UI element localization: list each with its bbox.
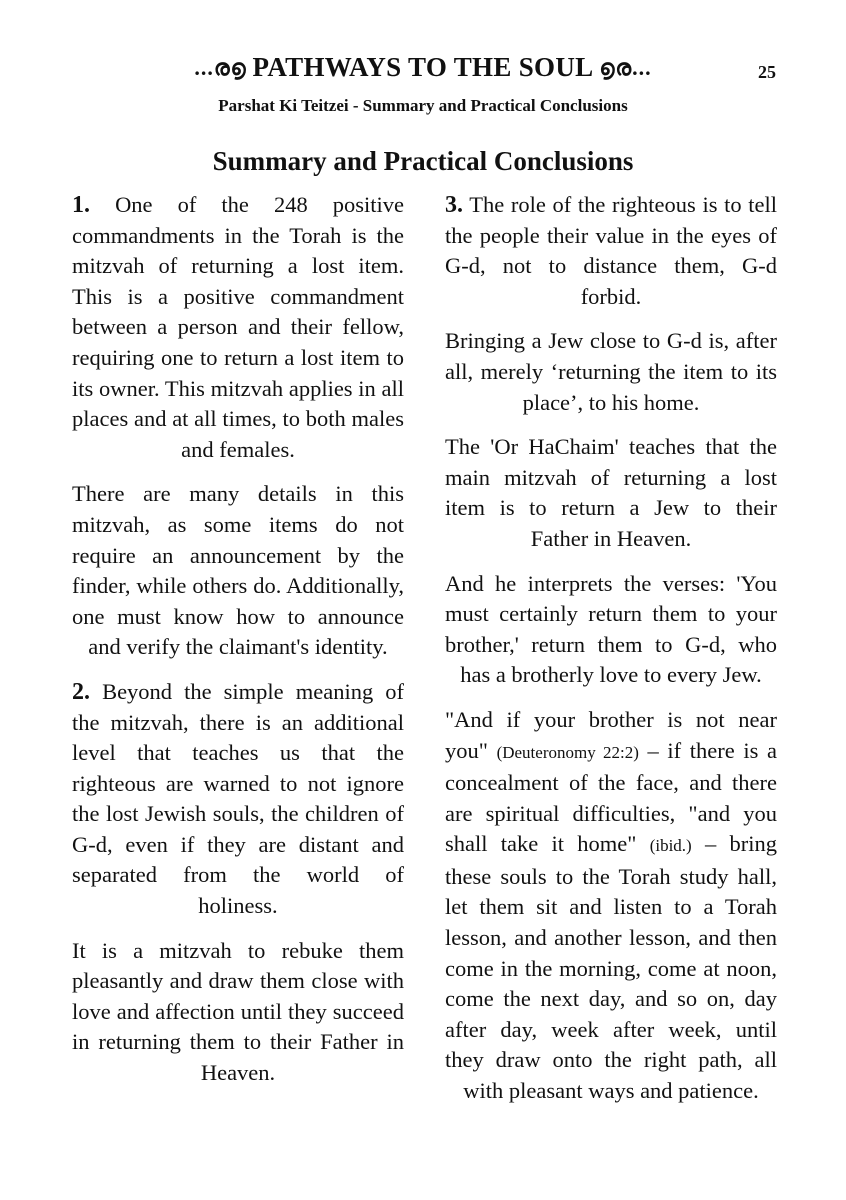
left-column [72, 190, 404, 1103]
point-number: 3. [445, 192, 463, 218]
paragraph: Bringing a Jew close to G-d is, after all, merely ‘returning the item to its place’, to his home. [445, 328, 777, 415]
point-number: 2. [72, 678, 90, 705]
paragraph-text: – bring these souls to the Torah study hall, let them sit and listen to a Torah lesson, and another lesson, and then come in the morning, come at noon, come the next day, and so on, day after day, week after week, until they draw onto the right path, all with pleasant ways and patience. [445, 831, 778, 1104]
verse-reference: (Deuteronomy 22:2) [496, 742, 639, 762]
page-number: 25 [758, 62, 776, 82]
paragraph-text: "And if your brother is not near you" [445, 706, 777, 763]
ornament-right-icon: ൭ര... [599, 54, 652, 80]
book-title: PATHWAYS TO THE SOUL [252, 52, 594, 82]
paragraph-text: Beyond the simple meaning of the mitzvah, there is an additional level that teaches us that the righteous are warned to not ignore the lost Jewish souls, the children of G-d, even if they are distant and separated from the world of holiness. [72, 678, 404, 919]
paragraph: There are many details in this mitzvah, as some items do not require an announcement by the finder, while others do. Additionally, one must know how to announce and verify the claimant's identity. [72, 481, 404, 660]
paragraph [72, 190, 404, 465]
paragraph [72, 677, 404, 922]
running-header [0, 52, 846, 83]
paragraph: It is a mitzvah to rebuke them pleasantly and draw them close with love and affection until they succeed in returning them to their Father in Heaven. [72, 937, 404, 1086]
verse-reference: (ibid.) [649, 836, 692, 856]
point-number: 1. [72, 192, 90, 218]
right-column [445, 190, 777, 1121]
header-line [0, 52, 846, 83]
ornament-left-icon: ...ര൭ [194, 54, 247, 80]
paragraph [445, 190, 777, 312]
paragraph-text: – if there is a concealment of the face, and there are spiritual difficulties, "and you shall take it home" [445, 737, 777, 857]
paragraph: The 'Or HaChaim' teaches that the main mitzvah of returning a lost item is to return a Jew to their Father in Heaven. [445, 434, 777, 551]
paragraph [445, 705, 777, 1107]
section-title: Summary and Practical Conclusions [212, 146, 634, 176]
paragraph-text: One of the 248 positive commandments in the Torah is the mitzvah of returning a lost item. This is a positive commandment between a person and their fellow, requiring one to return a lost item to its owner. This mitzvah applies in all places and at all times, to both males and females. [72, 192, 404, 462]
paragraph: And he interprets the verses: 'You must certainly return them to your brother,' return them to G-d, who has a brotherly love to every Jew. [445, 570, 777, 688]
chapter-subtitle: Parshat Ki Teitzei - Summary and Practical Conclusions [218, 96, 628, 115]
paragraph-text: The role of the righteous is to tell the people their value in the eyes of G-d, not to distance them, G-d forbid. [445, 192, 777, 309]
